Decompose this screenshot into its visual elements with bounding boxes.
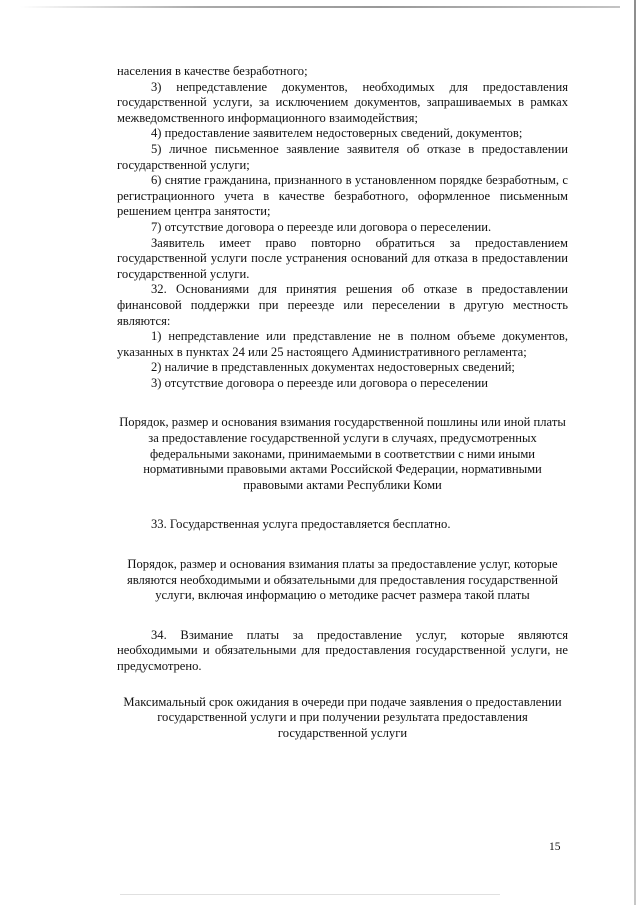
clause-32-item-3: 3) отсутствие договора о переезде или договора о переселении [151,375,489,390]
list-item-4: 4) предоставление заявителем недостоверных сведений, документов; [151,126,523,141]
section-heading-queue-time: Максимальный срок ожидания в очереди при подаче заявления о предоставлении государственной услуги и при получении результата предоставления государственной услуги [123,694,562,740]
paragraph-continuation: населения в качестве безработного; [117,64,308,78]
section-heading-fee-calculation: Порядок, размер и основания взимания платы за предоставление услуг, которые являются необходимыми и обязательными для предоставления государственной услуги, включая информацию о методике расчет размера такой платы [126,557,559,603]
clause-33: 33. Государственная услуга предоставляется бесплатно. [151,517,451,532]
section-heading-state-fee: Порядок, размер и основания взимания государственной пошлины или иной платы за предоставление государственной услуги в случаях, предусмотренных федеральными законами, принимаемыми в соответствии с ними иными нормативными правовыми актами Российской Федерации, нормативными правовыми актами Республики Коми [119,415,566,492]
scan-edge-top [20,6,620,8]
list-item-3: 3) непредставление документов, необходимых для предоставления государственной услуги, за исключением документов, запрашиваемых в рамках межведомственного информационного взаимодействия; [117,79,568,125]
scan-edge-right [634,0,636,905]
list-item-6: 6) снятие гражданина, признанного в установленном порядке безработным, с регистрационного учета в качестве безработного, оформленное письменным решением центра занятости; [117,173,568,219]
clause-32: 32. Основаниями для принятия решения об отказе в предоставлении финансовой поддержки при переезде или переселении в другую местность являются: [117,282,568,328]
paragraph-reapply: Заявитель имеет право повторно обратиться за предоставлением государственной услуги после устранения оснований для отказа в предоставлении государственной услуги. [117,235,568,281]
list-item-5: 5) личное письменное заявление заявителя об отказе в предоставлении государственной услуги; [117,141,568,172]
clause-32-item-2: 2) наличие в представленных документах недостоверных сведений; [151,360,515,375]
list-item-7: 7) отсутствие договора о переезде или договора о переселении. [151,219,492,234]
scan-edge-bottom [120,894,500,895]
page-number: 15 [549,841,561,853]
document-body [117,64,568,741]
clause-32-item-1: 1) непредставление или представление не в полном объеме документов, указанных в пунктах 24 или 25 настоящего Административного регламента; [117,329,568,359]
clause-34: 34. Взимание платы за предоставление услуг, которые являются необходимыми и обязательными для предоставления государственной услуги, не предусмотрено. [117,627,568,673]
